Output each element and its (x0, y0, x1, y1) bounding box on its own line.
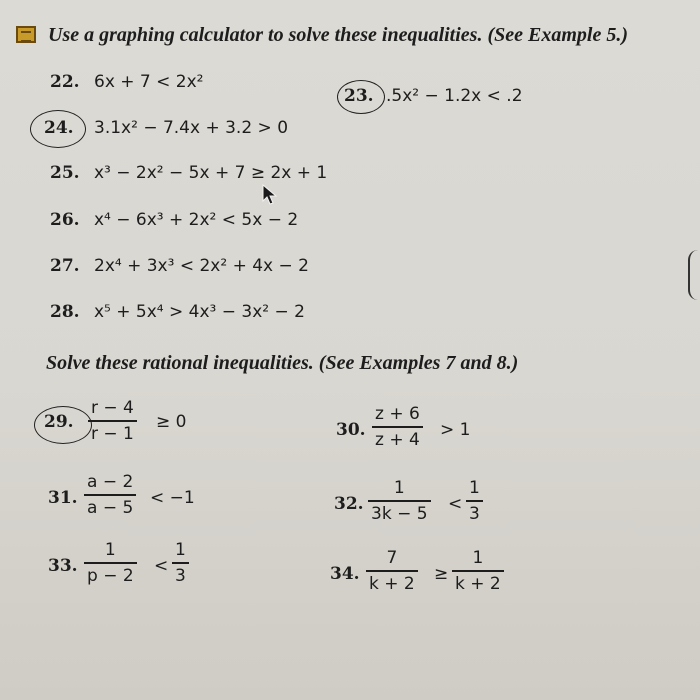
fraction-bar (84, 494, 136, 496)
fraction-bar (366, 570, 418, 572)
problem-30-relation: > 1 (440, 420, 471, 440)
problem-34-denominator: k + 2 (369, 573, 415, 594)
section-heading-graphing: Use a graphing calculator to solve these inequalities. (See Example 5.) (48, 24, 628, 46)
problem-number-31: 31. (48, 488, 78, 508)
problem-29-relation: ≥ 0 (156, 412, 187, 432)
problem-33-relation: < (154, 556, 169, 576)
problem-29-numerator: r − 4 (91, 398, 134, 418)
fraction-bar (372, 426, 423, 428)
problem-33-rhs-fraction (172, 540, 189, 586)
problem-30-fraction (372, 404, 423, 450)
book-icon (16, 26, 36, 43)
problem-34-rhs-numerator: 1 (472, 548, 484, 568)
problem-24-expression: 3.1x² − 7.4x + 3.2 > 0 (94, 118, 289, 138)
fraction-bar (368, 500, 431, 502)
problem-31-denominator: a − 5 (87, 497, 134, 518)
fraction-bar (452, 570, 504, 572)
problem-33-rhs-denominator: 3 (175, 565, 186, 586)
problem-number-24: 24. (44, 118, 74, 138)
problem-number-26: 26. (50, 210, 80, 230)
problem-33-rhs-numerator: 1 (175, 540, 186, 560)
mouse-cursor-icon (262, 184, 278, 206)
problem-29-fraction (88, 398, 137, 444)
problem-32-relation: < (448, 494, 463, 514)
problem-number-22: 22. (50, 72, 80, 92)
problem-31-numerator: a − 2 (87, 472, 134, 492)
problem-32-rhs-denominator: 3 (469, 503, 480, 524)
problem-28-expression: x⁵ + 5x⁴ > 4x³ − 3x² − 2 (94, 302, 305, 322)
fraction-bar (466, 500, 483, 502)
problem-27-expression: 2x⁴ + 3x³ < 2x² + 4x − 2 (94, 256, 309, 276)
problem-34-relation: ≥ (434, 564, 449, 584)
problem-number-28: 28. (50, 302, 80, 322)
problem-34-numerator: 7 (386, 548, 398, 568)
problem-32-numerator: 1 (393, 478, 405, 498)
problem-32-rhs-numerator: 1 (469, 478, 480, 498)
section-heading-rational: Solve these rational inequalities. (See Examples 7 and 8.) (46, 352, 519, 374)
problem-33-denominator: p − 2 (87, 565, 134, 586)
problem-32-fraction (368, 478, 431, 524)
problem-number-25: 25. (50, 163, 80, 183)
problem-25-expression: x³ − 2x² − 5x + 7 ≥ 2x + 1 (94, 163, 328, 183)
problem-number-34: 34. (330, 564, 360, 584)
problem-32-denominator: 3k − 5 (371, 503, 428, 524)
problem-23-expression: .5x² − 1.2x < .2 (386, 86, 523, 106)
problem-number-27: 27. (50, 256, 80, 276)
problem-26-expression: x⁴ − 6x³ + 2x² < 5x − 2 (94, 210, 299, 230)
problem-number-32: 32. (334, 494, 364, 514)
fraction-bar (88, 420, 137, 422)
fraction-bar (84, 562, 137, 564)
problem-33-numerator: 1 (104, 540, 116, 560)
problem-30-denominator: z + 4 (375, 429, 420, 450)
problem-34-rhs-fraction (452, 548, 504, 594)
problem-number-33: 33. (48, 556, 78, 576)
problem-number-23: 23. (344, 86, 374, 106)
problem-number-30: 30. (336, 420, 366, 440)
problem-31-fraction (84, 472, 136, 518)
page-edge-bracket (688, 250, 700, 300)
problem-34-rhs-denominator: k + 2 (455, 573, 501, 594)
problem-22-expression: 6x + 7 < 2x² (94, 72, 204, 92)
problem-29-denominator: r − 1 (91, 423, 134, 444)
fraction-bar (172, 562, 189, 564)
problem-number-29: 29. (44, 412, 74, 432)
problem-30-numerator: z + 6 (375, 404, 420, 424)
problem-33-fraction (84, 540, 137, 586)
problem-32-rhs-fraction (466, 478, 483, 524)
problem-34-fraction (366, 548, 418, 594)
problem-31-relation: < −1 (150, 488, 195, 508)
